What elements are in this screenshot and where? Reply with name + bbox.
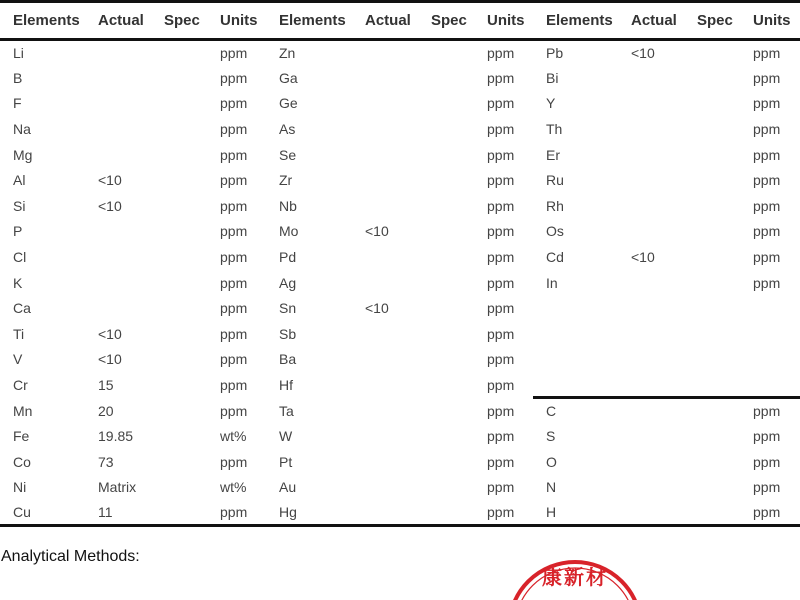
units-cell <box>740 321 800 347</box>
spec-cell <box>151 40 207 66</box>
element-cell: Cd <box>546 249 564 266</box>
table-row <box>0 244 800 270</box>
spec-cell <box>151 167 207 193</box>
actual-cell <box>618 142 684 168</box>
header-actual-2: Actual <box>352 2 418 40</box>
table-row <box>0 91 800 117</box>
actual-cell: 19.85 <box>98 428 134 445</box>
actual-cell <box>85 270 151 296</box>
spec-cell <box>418 244 474 270</box>
units-cell: ppm <box>487 325 515 342</box>
element-cell: Mg <box>13 146 33 163</box>
actual-cell <box>85 40 151 66</box>
actual-cell <box>352 65 418 91</box>
element-cell: K <box>13 274 23 291</box>
actual-cell: Matrix <box>98 479 137 496</box>
actual-cell <box>352 270 418 296</box>
units-cell: ppm <box>220 223 248 240</box>
actual-cell <box>618 423 684 449</box>
units-cell: ppm <box>487 45 515 62</box>
spec-cell <box>418 116 474 142</box>
element-cell: Rh <box>546 197 564 214</box>
spec-cell <box>684 167 740 193</box>
element-cell <box>533 321 618 347</box>
header-elements-1: Elements <box>0 2 85 40</box>
element-cell <box>533 295 618 321</box>
spec-cell <box>684 142 740 168</box>
element-cell: Pt <box>279 453 293 470</box>
actual-cell <box>85 142 151 168</box>
header-actual-3: Actual <box>618 2 684 40</box>
actual-cell <box>618 449 684 475</box>
spec-cell <box>151 423 207 449</box>
table-row <box>0 500 800 526</box>
table-row <box>0 65 800 91</box>
spec-cell <box>151 116 207 142</box>
actual-cell <box>618 398 684 424</box>
actual-cell <box>85 219 151 245</box>
units-cell: ppm <box>487 223 515 240</box>
element-cell: P <box>13 223 23 240</box>
spec-cell <box>684 398 740 424</box>
units-cell: ppm <box>220 402 248 419</box>
spec-cell <box>418 142 474 168</box>
header-spec-2: Spec <box>418 2 474 40</box>
table-row <box>0 321 800 347</box>
actual-cell: 73 <box>98 453 114 470</box>
table-row <box>0 295 800 321</box>
spec-cell <box>418 500 474 526</box>
spec-cell <box>418 372 474 398</box>
element-cell: W <box>279 428 293 445</box>
units-cell: ppm <box>487 121 515 138</box>
element-cell: O <box>546 453 557 470</box>
element-cell <box>533 347 618 373</box>
spec-cell <box>684 116 740 142</box>
units-cell: ppm <box>487 69 515 86</box>
spec-cell <box>418 347 474 373</box>
actual-cell: <10 <box>98 172 122 189</box>
units-cell: ppm <box>487 300 515 317</box>
element-cell: Zr <box>279 172 293 189</box>
spec-cell <box>418 167 474 193</box>
element-cell: Ni <box>13 479 27 496</box>
units-cell: ppm <box>753 274 781 291</box>
spec-cell <box>684 244 740 270</box>
actual-cell <box>352 116 418 142</box>
spec-cell <box>151 193 207 219</box>
element-cell: Li <box>13 45 24 62</box>
element-cell: Pb <box>546 45 564 62</box>
analytical-methods-label: Analytical Methods: <box>1 548 140 565</box>
actual-cell: 20 <box>98 402 114 419</box>
element-cell: Os <box>546 223 564 240</box>
actual-cell <box>352 347 418 373</box>
spec-cell <box>418 398 474 424</box>
actual-cell: <10 <box>631 45 655 62</box>
units-cell <box>740 295 800 321</box>
actual-cell <box>618 295 684 321</box>
actual-cell <box>85 295 151 321</box>
units-cell: ppm <box>753 95 781 112</box>
element-cell: Sb <box>279 325 297 342</box>
actual-cell: <10 <box>365 223 389 240</box>
units-cell: wt% <box>220 428 247 445</box>
table-row <box>0 40 800 66</box>
element-cell: Ga <box>279 69 298 86</box>
header-elements-3: Elements <box>533 2 618 40</box>
element-cell: Ta <box>279 402 294 419</box>
actual-cell <box>618 475 684 501</box>
units-cell: ppm <box>753 45 781 62</box>
element-cell: Nb <box>279 197 297 214</box>
units-cell: ppm <box>753 479 781 496</box>
units-cell: ppm <box>753 249 781 266</box>
element-cell: Ru <box>546 172 564 189</box>
actual-cell <box>618 500 684 526</box>
element-cell: Ca <box>13 300 31 317</box>
table-row <box>0 270 800 296</box>
units-cell: ppm <box>220 172 248 189</box>
spec-cell <box>684 475 740 501</box>
element-cell: Bi <box>546 69 559 86</box>
units-cell: ppm <box>220 325 248 342</box>
spec-cell <box>684 40 740 66</box>
element-cell: Au <box>279 479 297 496</box>
actual-cell: 11 <box>85 500 151 526</box>
units-cell: ppm <box>487 453 515 470</box>
actual-cell <box>85 91 151 117</box>
actual-cell: <10 <box>631 249 655 266</box>
actual-cell <box>352 142 418 168</box>
table-row <box>0 423 800 449</box>
element-cell: N <box>546 479 557 496</box>
header-elements-2: Elements <box>266 2 352 40</box>
element-cell: C <box>533 398 618 424</box>
table-row <box>0 475 800 501</box>
element-cell: V <box>13 351 23 368</box>
element-cell: Ag <box>279 274 297 291</box>
spec-cell <box>418 270 474 296</box>
actual-cell <box>618 321 684 347</box>
actual-cell: 15 <box>98 377 114 394</box>
units-cell: ppm <box>487 249 515 266</box>
element-cell: Cl <box>13 249 27 266</box>
units-cell: ppm <box>753 121 781 138</box>
actual-cell <box>85 244 151 270</box>
actual-cell <box>618 91 684 117</box>
header-spec-3: Spec <box>684 2 740 40</box>
element-cell: Er <box>546 146 560 163</box>
actual-cell <box>352 475 418 501</box>
spec-cell <box>151 91 207 117</box>
actual-cell <box>352 193 418 219</box>
actual-cell <box>352 321 418 347</box>
element-cell: Al <box>13 172 26 189</box>
spec-cell <box>151 65 207 91</box>
actual-cell <box>618 219 684 245</box>
units-cell: ppm <box>487 197 515 214</box>
spec-cell <box>418 423 474 449</box>
spec-cell <box>151 295 207 321</box>
header-units-3: Units <box>740 2 800 40</box>
element-cell: Hf <box>279 377 293 394</box>
spec-cell <box>418 193 474 219</box>
element-cell: Pd <box>279 249 297 266</box>
units-cell: ppm <box>753 197 781 214</box>
header-actual-1: Actual <box>85 2 151 40</box>
spec-cell <box>151 321 207 347</box>
units-cell: ppm <box>753 146 781 163</box>
table-row <box>0 219 800 245</box>
spec-cell <box>151 398 207 424</box>
element-cell: Ge <box>279 95 298 112</box>
spec-cell <box>684 500 740 526</box>
spec-cell <box>151 270 207 296</box>
element-cell: Co <box>13 453 31 470</box>
element-cell: Mn <box>13 402 33 419</box>
actual-cell <box>352 449 418 475</box>
actual-cell <box>618 65 684 91</box>
table-row <box>0 398 800 424</box>
spec-cell <box>684 295 740 321</box>
spec-cell <box>684 91 740 117</box>
units-cell: ppm <box>220 274 248 291</box>
actual-cell: <10 <box>98 197 122 214</box>
actual-cell <box>618 193 684 219</box>
spec-cell <box>151 475 207 501</box>
units-cell: ppm <box>220 69 248 86</box>
element-cell: Zn <box>279 45 296 62</box>
table-body <box>0 40 800 526</box>
element-cell: Na <box>13 121 31 138</box>
units-cell: ppm <box>220 453 248 470</box>
spec-cell <box>151 244 207 270</box>
units-cell: ppm <box>753 69 781 86</box>
units-cell: ppm <box>487 95 515 112</box>
element-cell: Si <box>13 197 26 214</box>
spec-cell <box>684 193 740 219</box>
table-row <box>0 167 800 193</box>
units-cell: ppm <box>753 428 781 445</box>
units-cell: ppm <box>487 428 515 445</box>
spec-cell <box>418 475 474 501</box>
element-cell: Hg <box>266 500 352 526</box>
spec-cell <box>684 321 740 347</box>
element-cell: Y <box>546 95 556 112</box>
spec-cell <box>151 500 207 526</box>
spec-cell <box>684 347 740 373</box>
actual-cell <box>352 372 418 398</box>
units-cell: ppm <box>220 121 248 138</box>
units-cell: ppm <box>487 479 515 496</box>
company-seal-stamp <box>505 540 645 600</box>
units-cell: ppm <box>220 45 248 62</box>
units-cell: ppm <box>207 500 266 526</box>
actual-cell <box>352 91 418 117</box>
table-row <box>0 372 800 398</box>
units-cell: ppm <box>220 351 248 368</box>
element-cell: H <box>533 500 618 526</box>
element-cell: Sn <box>279 300 297 317</box>
units-cell: ppm <box>220 249 248 266</box>
element-cell: Ba <box>279 351 297 368</box>
actual-cell <box>352 500 418 526</box>
actual-cell <box>85 116 151 142</box>
header-units-2: Units <box>474 2 533 40</box>
element-cell: As <box>279 121 296 138</box>
actual-cell <box>618 270 684 296</box>
units-cell: ppm <box>474 500 533 526</box>
actual-cell <box>618 347 684 373</box>
element-cell: Fe <box>13 428 30 445</box>
spec-cell <box>151 449 207 475</box>
spec-cell <box>418 321 474 347</box>
element-cell: Cu <box>0 500 85 526</box>
units-cell: wt% <box>220 479 247 496</box>
spec-cell <box>418 40 474 66</box>
spec-cell <box>418 449 474 475</box>
units-cell: ppm <box>220 300 248 317</box>
spec-cell <box>418 295 474 321</box>
element-cell: S <box>546 428 556 445</box>
spec-cell <box>684 449 740 475</box>
actual-cell: <10 <box>98 351 122 368</box>
table-header <box>0 2 800 40</box>
spec-cell <box>418 91 474 117</box>
actual-cell <box>618 167 684 193</box>
actual-cell <box>618 372 684 398</box>
spec-cell <box>418 219 474 245</box>
actual-cell: <10 <box>365 300 389 317</box>
spec-cell <box>684 423 740 449</box>
element-cell: F <box>13 95 22 112</box>
spec-cell <box>418 65 474 91</box>
spec-cell <box>684 270 740 296</box>
header-spec-1: Spec <box>151 2 207 40</box>
units-cell: ppm <box>487 377 515 394</box>
table-row <box>0 193 800 219</box>
units-cell: ppm <box>220 197 248 214</box>
units-cell: ppm <box>487 402 515 419</box>
header-row <box>0 2 800 40</box>
element-cell: B <box>13 69 23 86</box>
table-row <box>0 449 800 475</box>
spec-cell <box>684 65 740 91</box>
element-cell: Th <box>546 121 563 138</box>
actual-cell <box>352 398 418 424</box>
units-cell: ppm <box>220 146 248 163</box>
seal-text: 康新材 <box>542 565 608 589</box>
actual-cell <box>352 167 418 193</box>
actual-cell <box>352 423 418 449</box>
element-cell: Mo <box>279 223 299 240</box>
spec-cell <box>684 219 740 245</box>
element-cell <box>533 372 618 398</box>
units-cell: ppm <box>753 223 781 240</box>
units-cell: ppm <box>740 500 800 526</box>
spec-cell <box>684 372 740 398</box>
element-cell: Se <box>279 146 297 163</box>
units-cell: ppm <box>220 377 248 394</box>
table-row <box>0 116 800 142</box>
spec-cell <box>151 347 207 373</box>
units-cell: ppm <box>487 274 515 291</box>
actual-cell <box>85 65 151 91</box>
element-cell: In <box>546 274 558 291</box>
units-cell: ppm <box>220 95 248 112</box>
spec-cell <box>151 372 207 398</box>
actual-cell <box>352 40 418 66</box>
units-cell <box>740 372 800 398</box>
units-cell <box>740 347 800 373</box>
spec-cell <box>151 142 207 168</box>
element-cell: Ti <box>13 325 25 342</box>
units-cell: ppm <box>487 351 515 368</box>
units-cell: ppm <box>487 146 515 163</box>
actual-cell: <10 <box>98 325 122 342</box>
header-units-1: Units <box>207 2 266 40</box>
actual-cell <box>352 244 418 270</box>
units-cell: ppm <box>753 453 781 470</box>
spec-cell <box>151 219 207 245</box>
units-cell: ppm <box>753 172 781 189</box>
units-cell: ppm <box>487 172 515 189</box>
table-row <box>0 347 800 373</box>
table-row <box>0 142 800 168</box>
actual-cell <box>618 116 684 142</box>
units-cell: ppm <box>740 398 800 424</box>
element-cell: Cr <box>13 377 28 394</box>
